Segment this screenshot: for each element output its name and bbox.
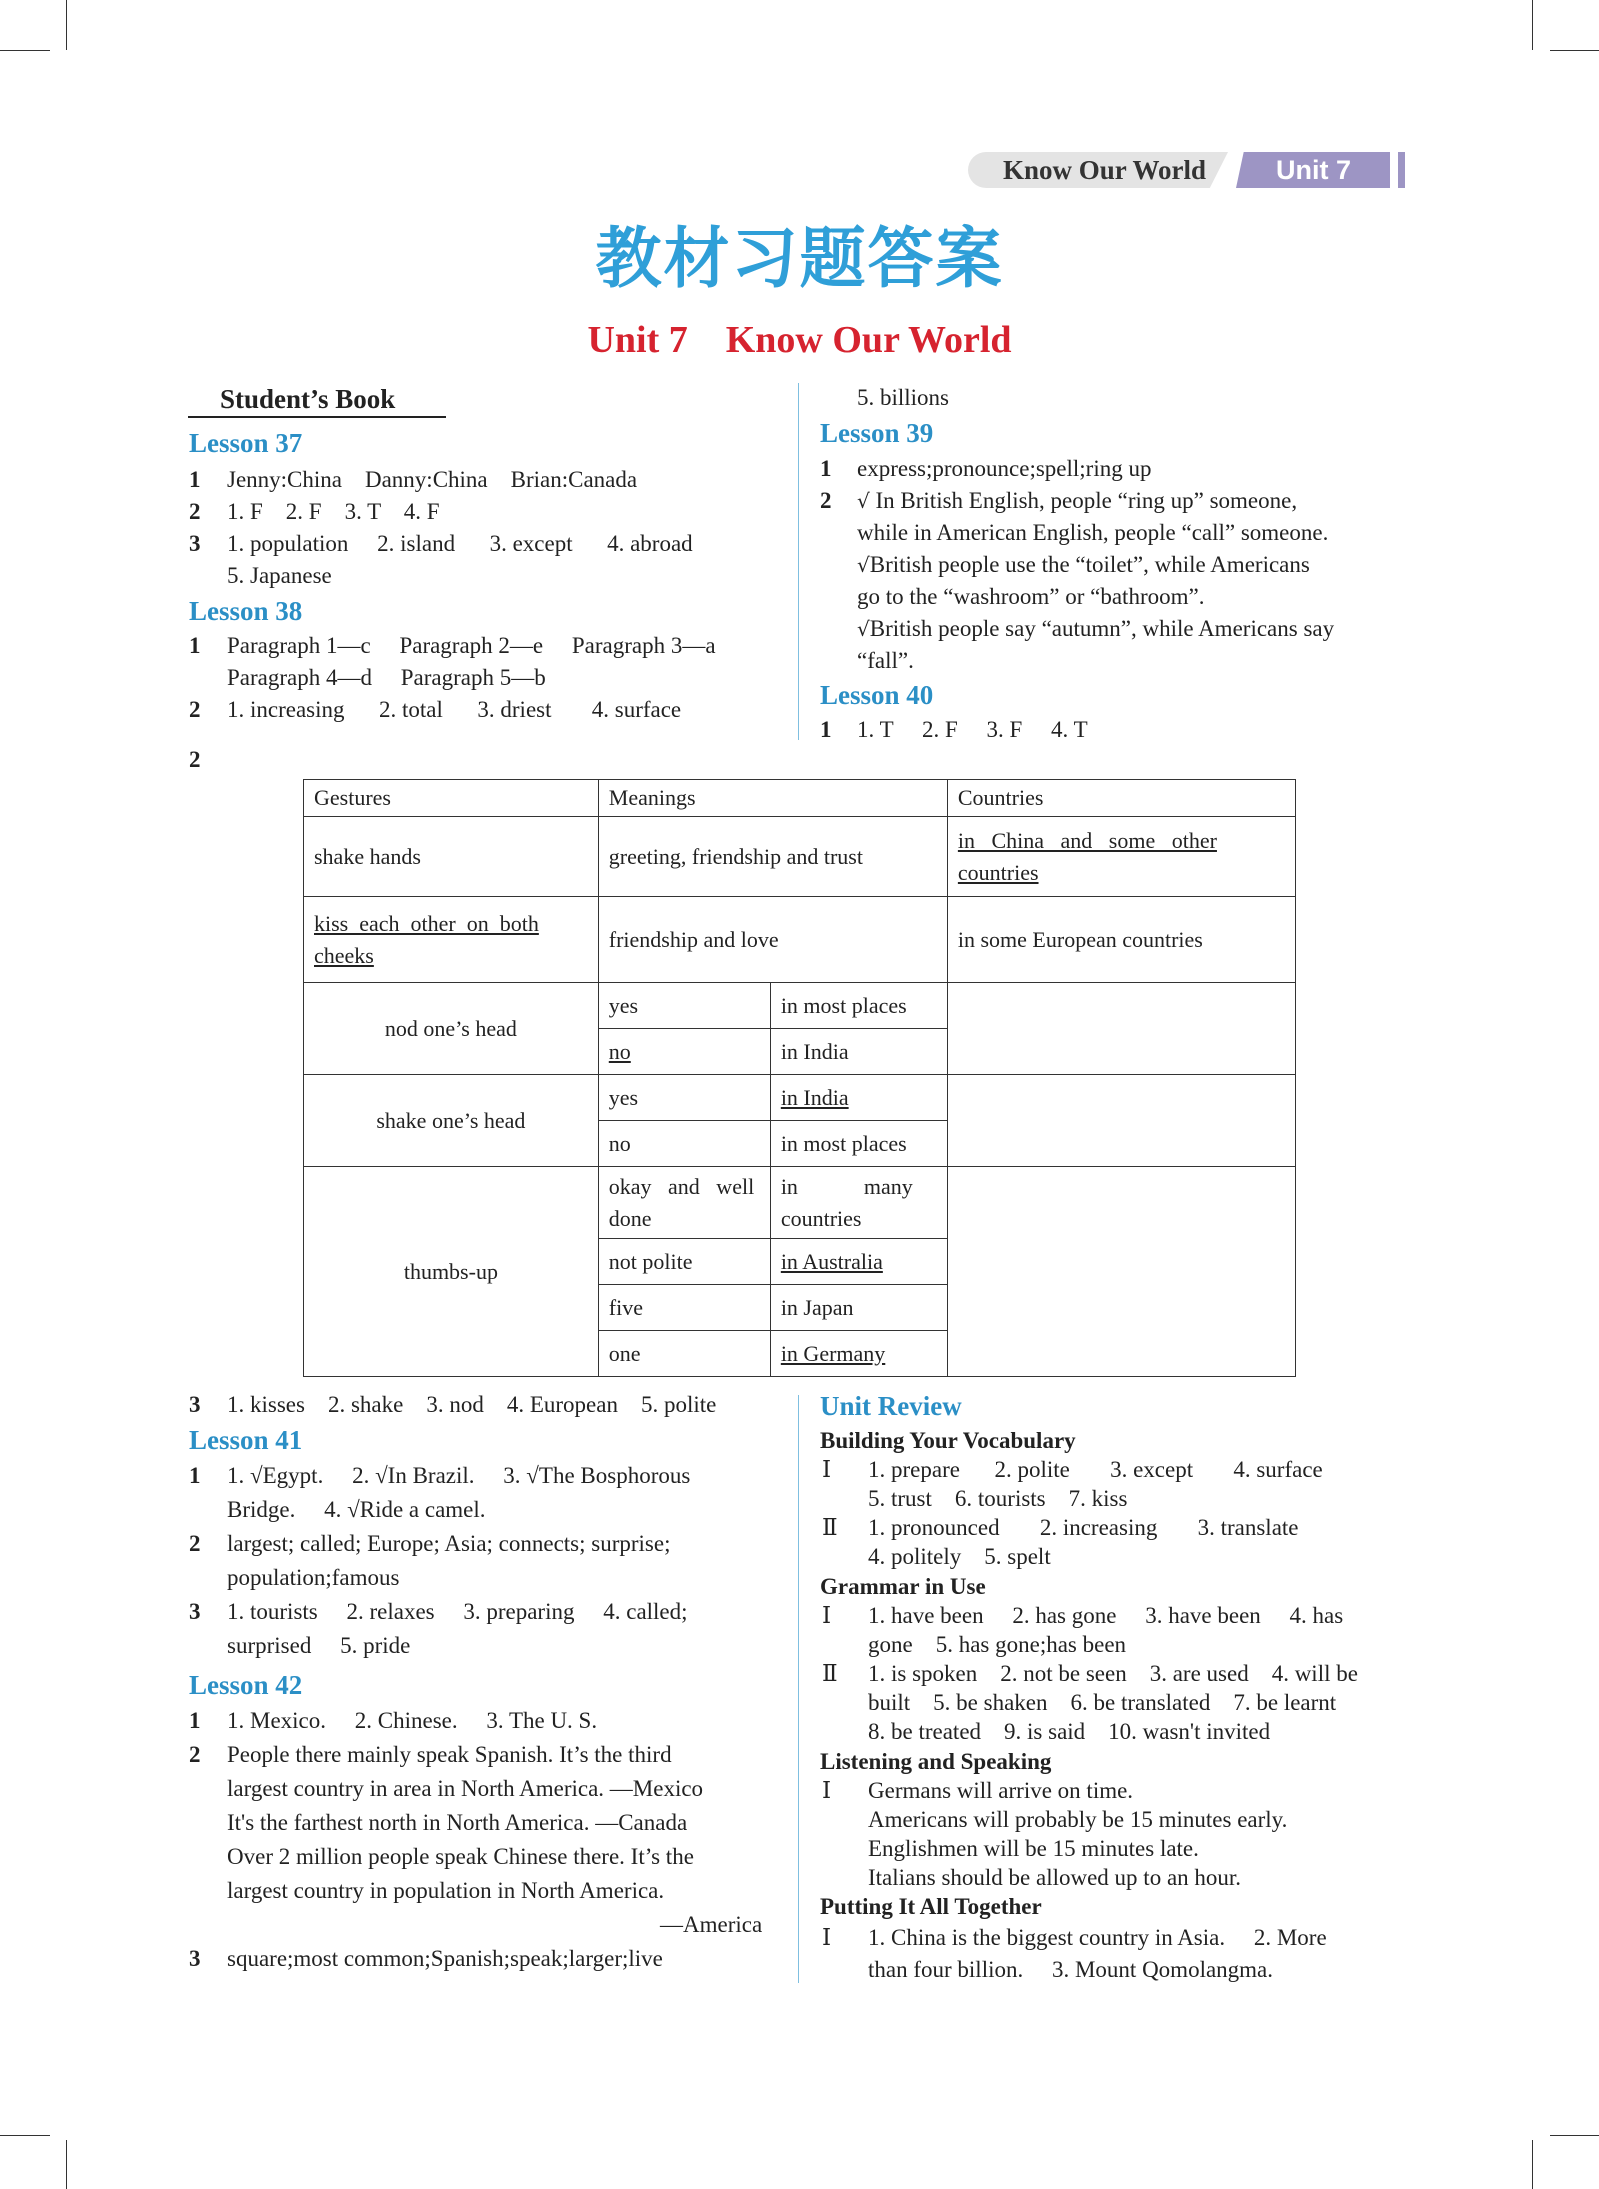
table-cell: in most places	[770, 983, 947, 1029]
answer-line: largest; called; Europe; Asia; connects; surprise;	[227, 1531, 671, 1556]
answer-line: People there mainly speak Spanish. It’s the third	[227, 1742, 672, 1767]
header-tab-left-label: Know Our World	[1003, 155, 1207, 185]
table-header: Meanings	[598, 780, 947, 817]
students-book-heading: Student’s Book	[220, 384, 396, 414]
table-header: Gestures	[304, 780, 599, 817]
item-number: 1	[189, 467, 201, 492]
table-row	[304, 983, 1296, 1029]
table-row	[304, 1075, 1296, 1121]
header-tab-bar	[1398, 152, 1405, 188]
item-number: 1	[189, 1708, 201, 1733]
crop-mark	[1550, 2135, 1599, 2136]
section-heading: Listening and Speaking	[820, 1749, 1052, 1774]
answer-line: gone 5. has gone;has been	[868, 1632, 1127, 1657]
crop-mark	[0, 50, 50, 51]
answer-line: largest country in area in North America. —Mexico	[227, 1776, 704, 1801]
roman-numeral: Ⅰ	[822, 1925, 832, 1950]
table-cell: shake one’s head	[304, 1075, 599, 1167]
answer-line: 1. F 2. F 3. T 4. F	[227, 499, 440, 524]
roman-numeral: Ⅱ	[822, 1661, 838, 1686]
answer-line: 1. √Egypt. 2. √In Brazil. 3. √The Bosphorous	[227, 1463, 691, 1488]
answer-line: 5. trust 6. tourists 7. kiss	[868, 1486, 1128, 1511]
answer-line: 1. Mexico. 2. Chinese. 3. The U. S.	[227, 1708, 598, 1733]
crop-mark	[1532, 0, 1533, 50]
answer-line: express;pronounce;spell;ring up	[857, 456, 1152, 481]
answer-line: It's the farthest north in North America. —Canada	[227, 1810, 688, 1835]
lesson-41-title: Lesson 41	[189, 1425, 303, 1455]
table-cell: in many countries	[770, 1167, 947, 1239]
answer-line: while in American English, people “call” someone.	[857, 520, 1329, 545]
unit-title: Unit 7 Know Our World	[587, 319, 1012, 361]
item-number: 2	[189, 697, 201, 722]
item-number: 1	[189, 1463, 201, 1488]
table-cell: no	[598, 1029, 770, 1075]
table-cell: no	[598, 1121, 770, 1167]
column-divider	[798, 1395, 799, 1983]
crop-mark	[0, 2135, 50, 2136]
lesson-38-title: Lesson 38	[189, 596, 303, 626]
item-number: 2	[189, 747, 201, 772]
answer-line: 1. is spoken 2. not be seen 3. are used 4. will be	[868, 1661, 1358, 1686]
item-number: 1	[189, 633, 201, 658]
item-number: 2	[820, 488, 832, 513]
answer-line: population;famous	[227, 1565, 400, 1590]
answer-line: 4. politely 5. spelt	[868, 1544, 1051, 1569]
check-icon: √	[857, 617, 870, 641]
table-cell: shake hands	[304, 817, 599, 897]
answer-line: 1. have been 2. has gone 3. have been 4. has	[868, 1603, 1344, 1628]
item-number: 3	[189, 531, 201, 556]
item-number: 1	[820, 456, 832, 481]
answer-line: 1. T 2. F 3. F 4. T	[857, 717, 1088, 742]
table-cell	[947, 1075, 1295, 1167]
item-number: 2	[189, 1531, 201, 1556]
roman-numeral: Ⅱ	[822, 1515, 838, 1540]
table-cell: okay and well done	[598, 1167, 770, 1239]
answer-line: Paragraph 1—c Paragraph 2—e Paragraph 3—a	[227, 633, 716, 658]
table-cell	[947, 1167, 1295, 1377]
item-number: 3	[189, 1392, 201, 1417]
crop-mark	[66, 0, 67, 50]
lesson-42-title: Lesson 42	[189, 1670, 303, 1700]
answer-line: go to the “washroom” or “bathroom”.	[857, 584, 1205, 609]
check-icon: √	[857, 553, 870, 577]
answer-line: —America	[660, 1912, 763, 1937]
table-cell: in some European countries	[947, 897, 1295, 983]
lesson-39-title: Lesson 39	[820, 418, 934, 448]
answer-line: 5. Japanese	[227, 563, 332, 588]
crop-mark	[1550, 50, 1599, 51]
crop-mark	[1532, 2140, 1533, 2189]
answer-line: surprised 5. pride	[227, 1633, 411, 1658]
lesson-40-title: Lesson 40	[820, 680, 934, 710]
roman-numeral: Ⅰ	[822, 1603, 832, 1628]
table-row	[304, 817, 1296, 897]
roman-numeral: Ⅰ	[822, 1778, 832, 1803]
answer-line: √British people use the “toilet”, while Americans	[857, 552, 1310, 577]
table-cell: friendship and love	[598, 897, 947, 983]
table-cell	[947, 983, 1295, 1075]
answer-line: 1. population 2. island 3. except 4. abroad	[227, 531, 693, 556]
answer-line: Bridge. 4. √Ride a camel.	[227, 1497, 486, 1522]
table-cell: not polite	[598, 1239, 770, 1285]
answer-line: 1. kisses 2. shake 3. nod 4. European 5. polite	[227, 1392, 717, 1417]
answer-line: 1. tourists 2. relaxes 3. preparing 4. called;	[227, 1599, 688, 1624]
table-cell: in India	[770, 1075, 947, 1121]
item-number: 3	[189, 1599, 201, 1624]
answer-line: built 5. be shaken 6. be translated 7. be learnt	[868, 1690, 1337, 1715]
answer-line: 8. be treated 9. is said 10. wasn't invited	[868, 1719, 1271, 1744]
answer-line: largest country in population in North America.	[227, 1878, 665, 1903]
table-cell: in India	[770, 1029, 947, 1075]
answer-line: Englishmen will be 15 minutes late.	[868, 1836, 1199, 1861]
table-cell: five	[598, 1285, 770, 1331]
section-heading: Putting It All Together	[820, 1894, 1042, 1919]
page-title: 教材习题答案	[595, 220, 1004, 297]
answer-line: 1. pronounced 2. increasing 3. translate	[868, 1515, 1299, 1540]
answer-line: Italians should be allowed up to an hour.	[868, 1865, 1242, 1890]
table-cell: in Germany	[770, 1331, 947, 1377]
table-cell: greeting, friendship and trust	[598, 817, 947, 897]
answer-line: Paragraph 4—d Paragraph 5—b	[227, 665, 546, 690]
roman-numeral: Ⅰ	[822, 1457, 832, 1482]
unit-review-title: Unit Review	[820, 1391, 962, 1421]
section-heading: Grammar in Use	[820, 1574, 986, 1599]
item-number: 1	[820, 717, 832, 742]
column-divider	[798, 383, 799, 740]
table-row	[304, 780, 1296, 817]
table-cell: in most places	[770, 1121, 947, 1167]
answer-line: square;most common;Spanish;speak;larger;live	[227, 1946, 663, 1971]
gestures-table	[303, 779, 1296, 1377]
answer-line: than four billion. 3. Mount Qomolangma.	[868, 1957, 1274, 1982]
table-row	[304, 897, 1296, 983]
answer-line: “fall”.	[857, 648, 914, 673]
answer-line: Americans will probably be 15 minutes early.	[868, 1807, 1288, 1832]
table-cell: nod one’s head	[304, 983, 599, 1075]
answer-line: 1. China is the biggest country in Asia. 2. More	[868, 1925, 1327, 1950]
check-icon: √	[857, 489, 870, 513]
section-heading: Building Your Vocabulary	[820, 1428, 1076, 1453]
answer-line: Germans will arrive on time.	[868, 1778, 1134, 1803]
answer-line: 1. increasing 2. total 3. driest 4. surface	[227, 697, 682, 722]
table-cell: yes	[598, 983, 770, 1029]
answer-line: Jenny:China Danny:China Brian:Canada	[227, 467, 638, 492]
table-cell: yes	[598, 1075, 770, 1121]
table-row	[304, 1167, 1296, 1239]
table-header: Countries	[947, 780, 1295, 817]
answer-line: √British people say “autumn”, while Americans say	[857, 616, 1335, 641]
table-cell: in Japan	[770, 1285, 947, 1331]
table-cell: in China and some other countries	[947, 817, 1295, 897]
answer-line: 1. prepare 2. polite 3. except 4. surface	[868, 1457, 1323, 1482]
heading-underline	[188, 416, 446, 418]
item-number: 3	[189, 1946, 201, 1971]
answer-line: 5. billions	[857, 385, 950, 410]
lesson-37-title: Lesson 37	[189, 428, 303, 458]
item-number: 2	[189, 1742, 201, 1767]
answer-line: √ In British English, people “ring up” someone,	[857, 488, 1298, 513]
answer-line: Over 2 million people speak Chinese there. It’s the	[227, 1844, 694, 1869]
header-tab-right-label: Unit 7	[1276, 155, 1352, 185]
table-cell: kiss each other on both cheeks	[304, 897, 599, 983]
table-cell: thumbs-up	[304, 1167, 599, 1377]
table-cell: in Australia	[770, 1239, 947, 1285]
crop-mark	[66, 2140, 67, 2189]
item-number: 2	[189, 499, 201, 524]
table-cell: one	[598, 1331, 770, 1377]
